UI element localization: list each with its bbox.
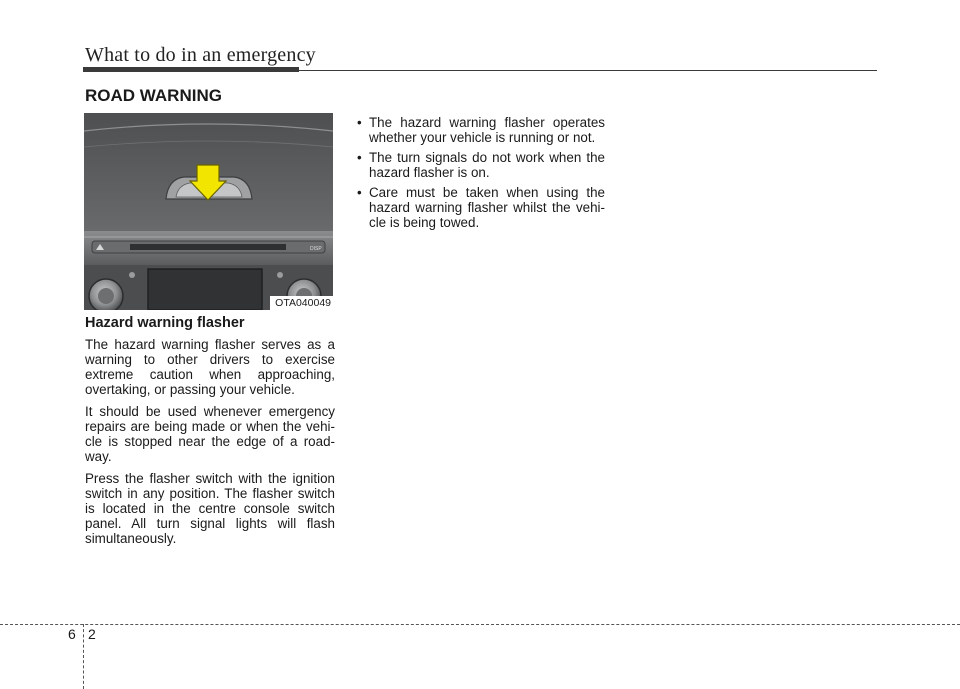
hazard-switch-illustration: [84, 113, 333, 310]
paragraph: It should be used whenever emergency repairs are being made or when the vehi-cle is stopped near the edge of a road-way.: [85, 404, 335, 464]
bullet-item: [355, 115, 605, 145]
paragraph: The hazard warning flasher serves as a warning to other drivers to exercise extreme caution when approaching, overtaking, or passing your vehicle.: [85, 337, 335, 397]
bullet-dot-icon: •: [357, 185, 362, 200]
page-number: 2: [88, 626, 96, 642]
bullet-item: [355, 185, 605, 230]
dashboard-drawing: [84, 113, 333, 310]
header-rule-thin: [299, 70, 877, 71]
header-title: What to do in an emergency: [85, 44, 316, 66]
section-title: ROAD WARNING: [85, 86, 222, 105]
bullet-text: The hazard warning flasher operates whether your vehicle is running or not.: [369, 115, 605, 145]
svg-text:DISP: DISP: [310, 246, 322, 252]
bullet-text: The turn signals do not work when the hazard flasher is on.: [369, 150, 605, 180]
bullet-item: [355, 150, 605, 180]
header-rule-thick: [83, 67, 299, 72]
footer-rule: [0, 624, 960, 625]
figure-code: OTA040049: [270, 296, 333, 310]
right-column: [355, 115, 605, 235]
bullet-text: Care must be taken when using the hazard warning flasher whilst the vehi-cle is being towed.: [369, 185, 605, 230]
footer-divider: [83, 624, 84, 689]
bullet-dot-icon: •: [357, 150, 362, 165]
chapter-number: 6: [68, 626, 76, 642]
left-column: [85, 316, 335, 553]
subheading: Hazard warning flasher: [85, 315, 245, 331]
bullet-list: [355, 115, 605, 230]
bullet-dot-icon: •: [357, 115, 362, 130]
paragraph: Press the flasher switch with the ignition switch in any position. The flasher switch is located in the centre console switch panel. All turn signal lights will flash simultaneously.: [85, 471, 335, 546]
center-display: [148, 269, 262, 310]
